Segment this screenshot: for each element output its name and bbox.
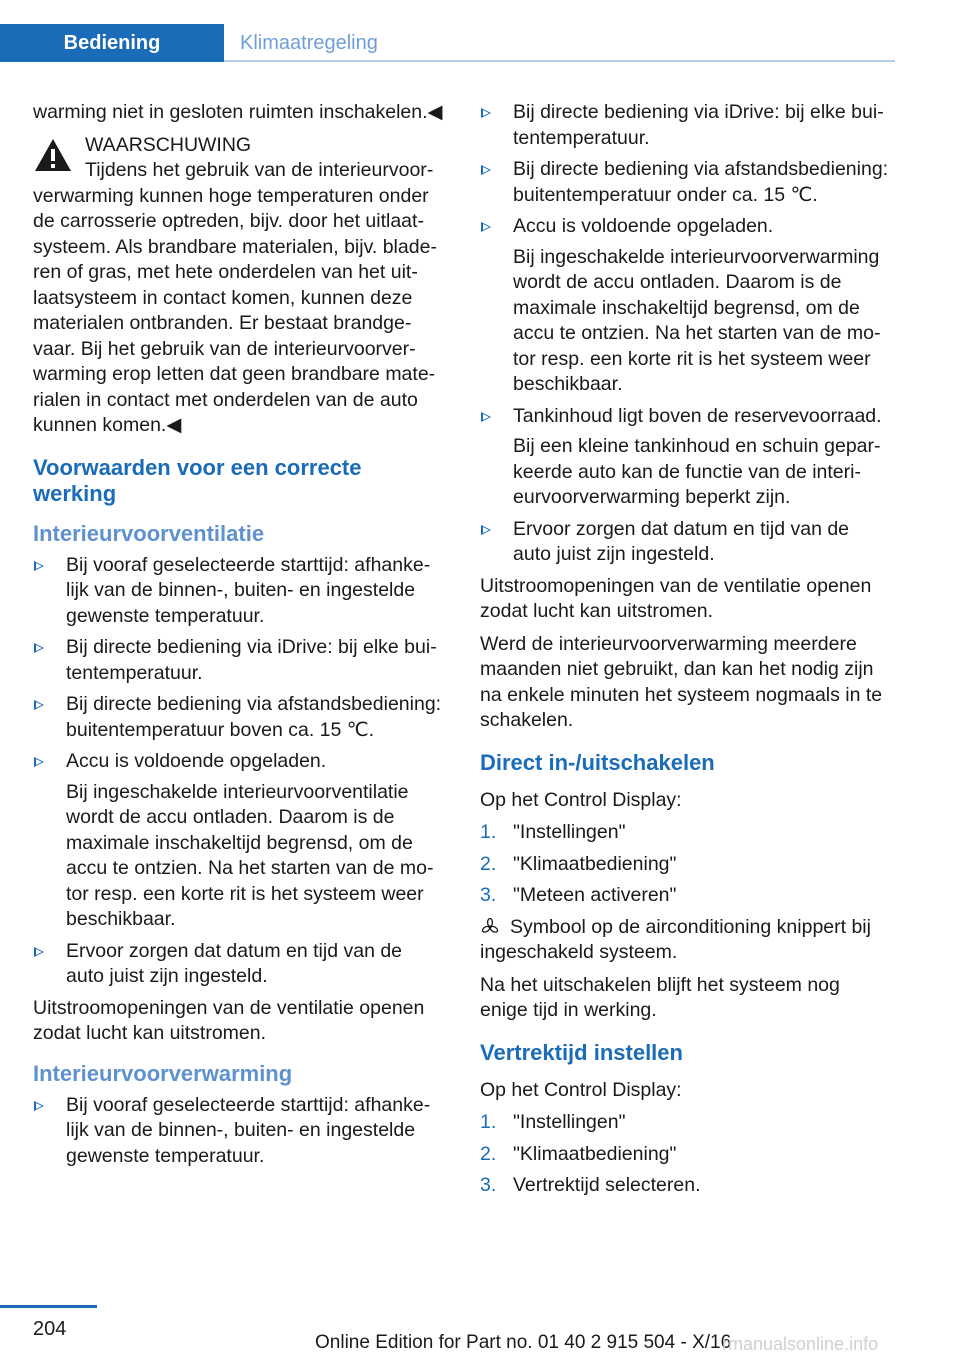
header-tabs (0, 0, 895, 62)
warning-triangle-icon (33, 137, 73, 173)
warning-body: Tijdens het gebruik van de interieurvoorverwarming kunnen hoge temperaturen onder de carrosserie optreden, bijv. door het uitlaatsysteem. Als brandbare materialen, bijv. bladeren of gras, met hete onderdelen van het uitlaatsysteem in contact komen, kunnen deze materialen ontbranden. Er bestaat brandgevaar. Bij het gebruik van de interieurvoorverwarming erop letten dat geen brandbare materialen in contact met onderdelen van de auto kunnen komen.◀ (33, 159, 437, 436)
tab-bediening[interactable]: Bediening (0, 24, 224, 62)
tab-klimaatregeling[interactable]: Klimaatregeling (240, 31, 378, 54)
departure-intro: Op het Control Display: (480, 1078, 682, 1101)
section-title: Voorwaarden voor een correcte werking (33, 454, 362, 506)
list-item: Bij vooraf geselecteerde starttijd: afhankelijk van de binnen-, buiten- en ingestelde gewenste temperatuur. (33, 1093, 443, 1170)
fan-icon (480, 918, 500, 936)
warning-box (33, 133, 443, 439)
direct-steps (480, 820, 892, 909)
list-item: Tankinhoud ligt boven de reservevoorraad. Bij een kleine tankinhoud en schuin geparkeerde auto kan de functie van de interieurvoorverwarming beperkt zijn. (480, 404, 892, 511)
list-item: Ervoor zorgen dat datum en tijd van de auto juist zijn ingesteld. (480, 517, 892, 568)
list-item: Bij directe bediening via iDrive: bij elke buitentemperatuur. (480, 100, 892, 151)
ventilation-outro: Uitstroomopeningen van de ventilatie openen zodat lucht kan uitstromen. (33, 996, 425, 1044)
bullet-arrow-icon (481, 222, 491, 232)
left-column (33, 100, 443, 1175)
list-item: Accu is voldoende opgeladen. Bij ingeschakelde interieurvoorverwarming wordt de accu ontladen. Daarom is de maximale inschakeltijd begrensd, om de accu te ontzien. Na het starten van de motor resp. een korte rit is het systeem weer beschikbaar. (480, 214, 892, 398)
ventilation-list (33, 553, 443, 990)
subsection-ventilation: Interieurvoorventilatie (33, 520, 265, 546)
step-item: 2. "Klimaatbediening" (480, 852, 677, 875)
bullet-arrow-icon (34, 947, 44, 957)
bullet-arrow-icon (34, 643, 44, 653)
list-item: Accu is voldoende opgeladen. Bij ingeschakelde interieurvoorventilatie wordt de accu ontladen. Daarom is de maximale inschakeltijd begrensd, om de accu te ontzien. Na het starten van de motor resp. een korte rit is het systeem weer beschikbaar. (33, 749, 443, 933)
bullet-arrow-icon (481, 108, 491, 118)
list-item: Bij directe bediening via afstandsbediening: buitentemperatuur onder ca. 15 ℃. (480, 157, 892, 208)
step-item: 1. "Instellingen" (480, 821, 626, 843)
header-divider (224, 60, 895, 62)
direct-intro: Op het Control Display: (480, 788, 682, 811)
list-item-note: Bij ingeschakelde interieurvoorverwarming wordt de accu ontladen. Daarom is de maximale inschakeltijd begrensd, om de accu te ontzien. Na het starten van de motor resp. een korte rit is het systeem weer beschikbaar. (513, 245, 881, 395)
list-item: Bij vooraf geselecteerde starttijd: afhankelijk van de binnen-, buiten- en ingestelde gewenste temperatuur. (33, 553, 443, 630)
step-item: 1. "Instellingen" (480, 1111, 626, 1133)
list-item: Bij directe bediening via afstandsbediening: buitentemperatuur boven ca. 15 ℃. (33, 692, 443, 743)
bullet-arrow-icon (34, 1101, 44, 1111)
bullet-arrow-icon (34, 757, 44, 767)
intro-text: warming niet in gesloten ruimten inschakelen.◀ (33, 101, 443, 123)
step-item: 2. "Klimaatbediening" (480, 1142, 677, 1165)
departure-steps (480, 1110, 892, 1199)
list-item: Ervoor zorgen dat datum en tijd van de auto juist zijn ingesteld. (33, 939, 443, 990)
heating-list-right (480, 100, 892, 568)
edition-text: Online Edition for Part no. 01 40 2 915 504 - X/16 (315, 1332, 732, 1353)
bullet-arrow-icon (481, 165, 491, 175)
list-item-note: Bij een kleine tankinhoud en schuin geparkeerde auto kan de functie van de interieurvoorverwarming beperkt zijn. (513, 435, 881, 508)
bullet-arrow-icon (481, 412, 491, 422)
heating-list-left (33, 1093, 443, 1170)
bullet-arrow-icon (34, 700, 44, 710)
list-item: Bij directe bediening via iDrive: bij elke buitentemperatuur. (33, 635, 443, 686)
watermark: rmanualsonline.info (722, 1334, 879, 1354)
subsection-heating: Interieurvoorverwarming (33, 1060, 293, 1086)
list-item-note: Bij ingeschakelde interieurvoorventilatie wordt de accu ontladen. Daarom is de maximale inschakeltijd begrensd, om de accu te ontzien. Na het starten van de motor resp. een korte rit is het systeem weer beschikbaar. (66, 780, 434, 930)
right-column (480, 100, 892, 1205)
footer-divider (0, 1305, 97, 1308)
direct-outro: Na het uitschakelen blijft het systeem nog enige tijd in werking. (480, 973, 840, 1021)
section-direct: Direct in-/uitschakelen (480, 749, 715, 775)
step-item: 3. "Meteen activeren" (480, 884, 677, 906)
outro-text-1: Uitstroomopeningen van de ventilatie openen zodat lucht kan uitstromen. (480, 574, 872, 622)
outro-text-2: Werd de interieurvoorverwarming meerdere maanden niet gebruikt, dan kan het nodig zijn na enkele minuten het systeem nogmaals in te schakelen. (480, 632, 883, 731)
warning-title: WAARSCHUWING (85, 133, 252, 156)
step-item: 3. Vertrektijd selecteren. (480, 1174, 701, 1196)
bullet-arrow-icon (481, 525, 491, 535)
page-number: 204 (33, 1318, 67, 1340)
section-departure: Vertrektijd instellen (480, 1039, 683, 1065)
bullet-arrow-icon (34, 561, 44, 571)
symbol-note: Symbool op de airconditioning knippert bij ingeschakeld systeem. (480, 915, 871, 963)
